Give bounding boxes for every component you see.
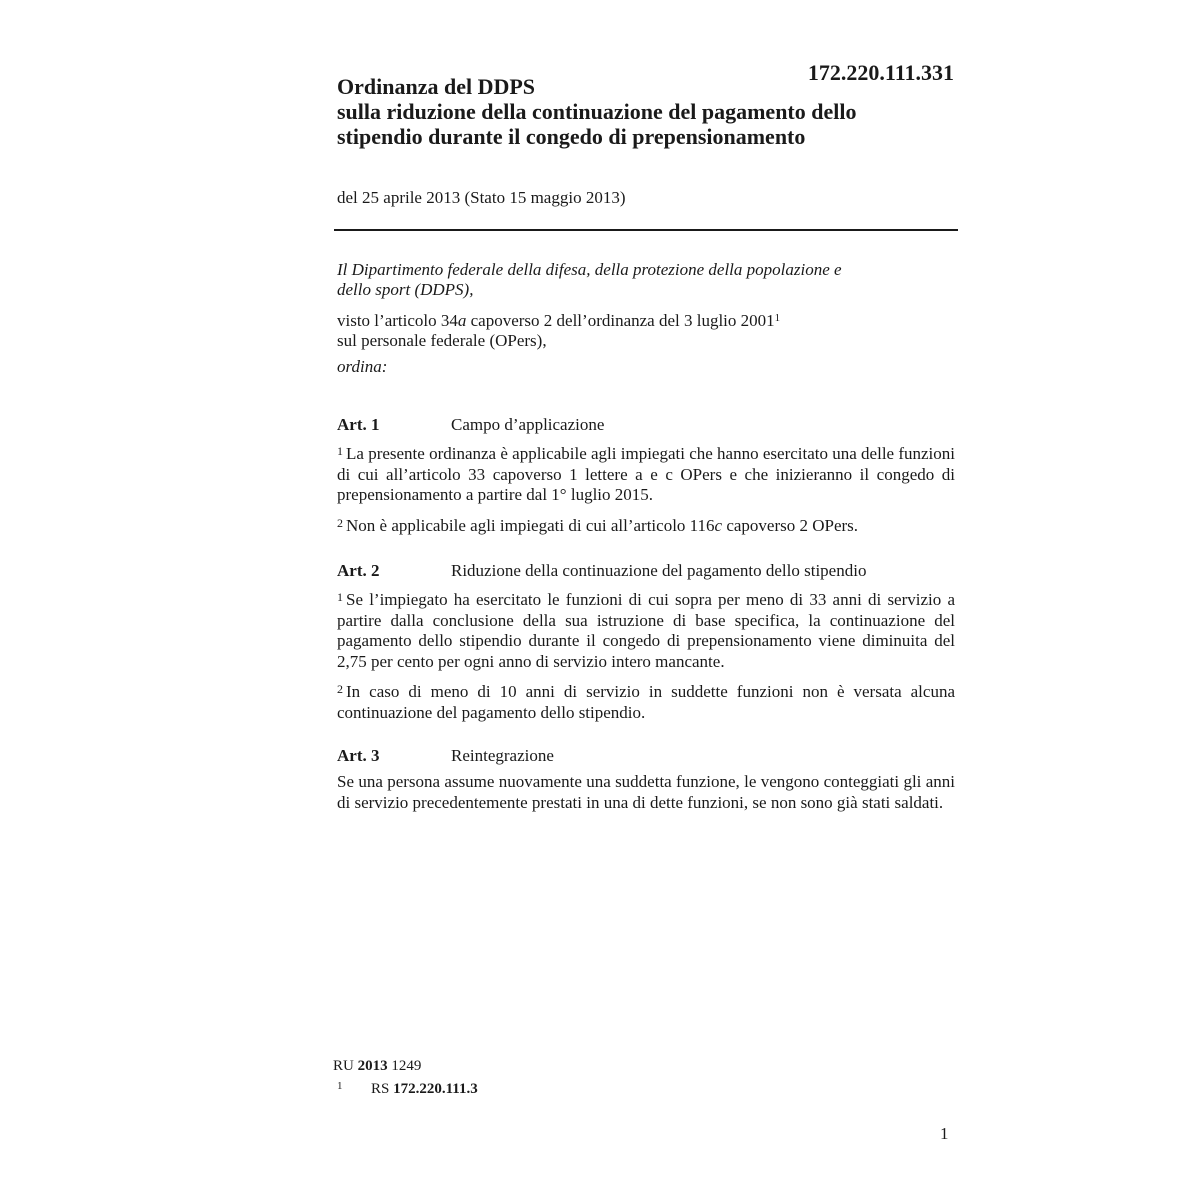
paragraph-text: Se l’impiegato ha esercitato le funzioni di cui sopra per meno di 33 anni di servizio a partire dalla conclusione della sua istruzione di base specifica, la continuazione del pagamento dello stipendio durante il congedo di prepensionamento viene diminuita del 2,75 per cento per ogni anno di servizio intero mancante.	[337, 590, 955, 671]
paragraph-text: La presente ordinanza è applicabile agli impiegati che hanno esercitato una delle funzioni di cui all’articolo 33 capoverso 1 lettere a e c OPers e che inizieranno il congedo di prepensionamento a partire dal 1° luglio 2015.	[337, 444, 955, 504]
ru-reference	[333, 1058, 421, 1075]
ordina-label: ordina:	[337, 357, 388, 376]
article-2	[337, 560, 955, 730]
paragraph	[337, 441, 955, 506]
paragraph-number: 2	[337, 515, 343, 530]
ru-year: 2013	[357, 1058, 388, 1074]
article-title: Campo d’applicazione	[451, 415, 605, 434]
article-3	[337, 745, 955, 820]
page-number: 1	[940, 1124, 949, 1143]
footnote-ref[interactable]: 1	[774, 312, 781, 324]
preamble	[337, 260, 957, 377]
paragraph	[337, 513, 955, 537]
paragraph-text: Se una persona assume nuovamente una suddetta funzione, le vengono conteggiati gli anni di servizio precedentemente prestati in una di dette funzioni, se non sono già stati saldati.	[337, 772, 955, 812]
paragraph-number: 1	[337, 590, 343, 604]
article-1	[337, 414, 955, 543]
paragraph-text: Non è applicabile agli impiegati di cui all’articolo 116	[346, 515, 715, 535]
article-heading	[337, 560, 955, 581]
title-line: Ordinanza del DDPS	[337, 74, 536, 99]
footnote-ref-number: 172.220.111.3	[393, 1081, 478, 1097]
article-heading	[337, 745, 955, 766]
paragraph-text-cont: capoverso 2 OPers.	[722, 515, 859, 535]
divider	[334, 229, 958, 231]
article-title: Riduzione della continuazione del pagamento dello stipendio	[451, 561, 867, 580]
date-line: del 25 aprile 2013 (Stato 15 maggio 2013)	[337, 188, 626, 207]
paragraph-number: 1	[337, 444, 343, 458]
visto-line-2: sul personale federale (OPers),	[337, 331, 547, 350]
ru-page: 1249	[391, 1058, 422, 1074]
footnote-number: 1	[337, 1080, 343, 1092]
title-line: sulla riduzione della continuazione del pagamento dello	[337, 99, 857, 124]
article-number: Art. 2	[337, 561, 380, 580]
footnote-prefix: RS	[371, 1081, 390, 1097]
footnote	[333, 1080, 478, 1098]
paragraph-number: 2	[337, 682, 343, 696]
paragraph-text: In caso di meno di 10 anni di servizio in suddette funzioni non è versata alcuna continuazione del pagamento dello stipendio.	[337, 682, 955, 722]
document-number: 172.220.111.331	[807, 60, 954, 85]
visto-text: visto l’articolo 34	[337, 311, 458, 330]
paragraph	[337, 587, 955, 672]
visto-letter: a	[457, 311, 467, 330]
ru-prefix: RU	[333, 1058, 354, 1074]
paragraph	[337, 679, 955, 723]
authority-line: dello sport (DDPS),	[337, 280, 474, 299]
page-title	[337, 74, 957, 149]
article-number: Art. 3	[337, 746, 380, 765]
paragraph	[337, 772, 955, 813]
visto-text-cont: capoverso 2 dell’ordinanza del 3 luglio 2001	[466, 311, 775, 330]
visto-line	[337, 308, 957, 331]
article-title: Reintegrazione	[451, 746, 554, 765]
article-number: Art. 1	[337, 415, 380, 434]
paragraph-letter: c	[714, 515, 723, 535]
authority-line: Il Dipartimento federale della difesa, della protezione della popolazione e	[337, 260, 842, 279]
title-line: stipendio durante il congedo di prepensionamento	[337, 124, 806, 149]
article-heading	[337, 414, 955, 435]
